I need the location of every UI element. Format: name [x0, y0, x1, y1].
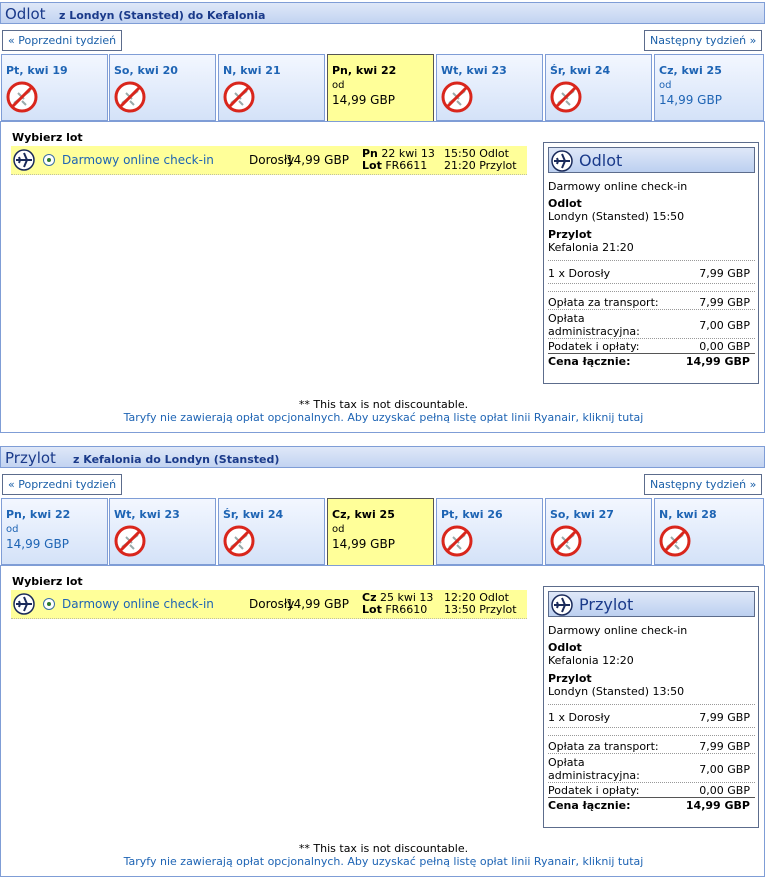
- date-tab-label: Wt, kwi 23: [441, 64, 507, 77]
- summary-departure-value: Kefalonia 12:20: [548, 654, 634, 667]
- date-tab-price: 14,99 GBP: [332, 93, 395, 107]
- date-tab[interactable]: [436, 54, 543, 121]
- date-tab-label: N, kwi 28: [659, 508, 717, 521]
- flight-number: [362, 603, 427, 616]
- flight-day: Cz: [362, 591, 377, 604]
- summary-checkin: Darmowy online check-in: [548, 180, 688, 193]
- summary-title: Przylot: [579, 595, 634, 614]
- summary-arrival-value: Kefalonia 21:20: [548, 241, 634, 254]
- flight-day: Pn: [362, 147, 378, 160]
- outbound-title: Odlot: [5, 5, 46, 23]
- date-tab-label: N, kwi 21: [223, 64, 281, 77]
- summary-checkin: Darmowy online check-in: [548, 624, 688, 637]
- flight-date-value: 25 kwi 13: [379, 591, 434, 604]
- summary-box: [543, 142, 759, 384]
- summary-admin-label-1: Opłata: [548, 756, 585, 769]
- summary-total-value: 14,99 GBP: [685, 799, 750, 812]
- no-flight-icon: [114, 525, 146, 557]
- summary-transport-label: Opłata za transport:: [548, 296, 659, 309]
- inbound-route: z Kefalonia do Londyn (Stansted): [73, 453, 280, 466]
- summary-pax-label: 1 x Dorosły: [548, 267, 611, 280]
- date-tab-label: So, kwi 27: [550, 508, 614, 521]
- no-flight-icon: [223, 81, 255, 113]
- inbound-title: Przylot: [5, 449, 56, 467]
- date-tab-selected[interactable]: [327, 498, 434, 566]
- prev-week-button[interactable]: « Poprzedni tydzień: [2, 30, 122, 51]
- date-tab[interactable]: [109, 54, 216, 121]
- date-tab-price: 14,99 GBP: [659, 93, 722, 107]
- date-tab-label: Śr, kwi 24: [223, 508, 284, 521]
- date-tab[interactable]: [218, 54, 325, 121]
- summary-tax-value: 0,00 GBP: [699, 340, 750, 353]
- price-from-label: od: [332, 80, 345, 91]
- flight-row[interactable]: [11, 146, 527, 175]
- date-tab[interactable]: [218, 498, 325, 565]
- arrival-time: 13:50 Przylot: [444, 603, 517, 616]
- summary-admin-value: 7,00 GBP: [699, 319, 750, 332]
- summary-pax-label: 1 x Dorosły: [548, 711, 611, 724]
- summary-total-divider: [548, 797, 755, 798]
- plane-icon: [551, 594, 573, 616]
- date-tab[interactable]: [545, 54, 652, 121]
- date-tab-price: 14,99 GBP: [6, 537, 69, 551]
- date-tab[interactable]: [545, 498, 652, 565]
- flight-price: 14,99 GBP: [286, 153, 349, 167]
- inbound-header: [0, 446, 765, 468]
- arrival-time: 21:20 Przylot: [444, 159, 517, 172]
- date-tab-label: Pn, kwi 22: [332, 64, 397, 77]
- no-flight-icon: [114, 81, 146, 113]
- inbound-section: [0, 446, 767, 878]
- fares-link[interactable]: Taryfy nie zawierają opłat opcjonalnych. Aby uzyskać pełną listę opłat linii Ryanair, kliknij tutaj: [123, 411, 644, 424]
- date-tab[interactable]: [1, 54, 108, 121]
- summary-departure-label: Odlot: [548, 641, 582, 654]
- summary-divider: [548, 283, 755, 284]
- fares-link[interactable]: Taryfy nie zawierają opłat opcjonalnych. Aby uzyskać pełną listę opłat linii Ryanair, kliknij tutaj: [123, 855, 644, 868]
- summary-divider: [548, 727, 755, 728]
- summary-divider: [548, 291, 755, 292]
- checkin-label: Darmowy online check-in: [62, 597, 214, 611]
- summary-divider: [548, 338, 755, 339]
- summary-total-label: Cena łącznie:: [548, 799, 631, 812]
- date-tab[interactable]: [1, 498, 108, 565]
- summary-divider: [548, 735, 755, 736]
- summary-title: Odlot: [579, 151, 623, 170]
- departure-time: 12:20 Odlot: [444, 591, 509, 604]
- flight-radio[interactable]: [43, 598, 55, 610]
- flight-radio[interactable]: [43, 154, 55, 166]
- summary-pax-value: 7,99 GBP: [699, 267, 750, 280]
- summary-tax-label: Podatek i opłaty:: [548, 784, 640, 797]
- summary-header: [548, 591, 755, 617]
- no-flight-icon: [659, 525, 691, 557]
- price-from-label: od: [332, 524, 345, 535]
- date-tab[interactable]: [654, 54, 764, 121]
- flight-panel: [0, 565, 765, 877]
- summary-divider: [548, 753, 755, 754]
- summary-transport-value: 7,99 GBP: [699, 296, 750, 309]
- no-flight-icon: [550, 81, 582, 113]
- flight-number: [362, 159, 427, 172]
- next-week-button[interactable]: Następny tydzień »: [644, 474, 762, 495]
- summary-transport-value: 7,99 GBP: [699, 740, 750, 753]
- outbound-route: z Londyn (Stansted) do Kefalonia: [59, 9, 266, 22]
- choose-flight-title: Wybierz lot: [12, 575, 83, 588]
- price-from-label: od: [659, 80, 672, 91]
- next-week-button[interactable]: Następny tydzień »: [644, 30, 762, 51]
- outbound-section: [0, 2, 767, 434]
- plane-icon: [551, 150, 573, 172]
- summary-box: [543, 586, 759, 828]
- no-flight-icon: [550, 525, 582, 557]
- summary-tax-label: Podatek i opłaty:: [548, 340, 640, 353]
- summary-divider: [548, 704, 755, 705]
- summary-total-divider: [548, 353, 755, 354]
- summary-admin-label-2: administracyjna:: [548, 325, 640, 338]
- flight-number-label: Lot: [362, 603, 382, 616]
- date-tab-label: Pt, kwi 26: [441, 508, 503, 521]
- tax-note: ** This tax is not discountable.: [298, 842, 469, 855]
- summary-header: [548, 147, 755, 173]
- summary-departure-value: Londyn (Stansted) 15:50: [548, 210, 685, 223]
- tax-note: ** This tax is not discountable.: [298, 398, 469, 411]
- passenger-type: Dorosły: [249, 153, 295, 167]
- date-tab-price: 14,99 GBP: [332, 537, 395, 551]
- summary-departure-label: Odlot: [548, 197, 582, 210]
- date-tab[interactable]: [436, 498, 543, 565]
- summary-arrival-value: Londyn (Stansted) 13:50: [548, 685, 685, 698]
- date-tab-label: Cz, kwi 25: [332, 508, 395, 521]
- date-tab-label: Pn, kwi 22: [6, 508, 71, 521]
- date-tab-label: Cz, kwi 25: [659, 64, 722, 77]
- flight-number-label: Lot: [362, 159, 382, 172]
- outbound-header: [0, 2, 765, 24]
- choose-flight-title: Wybierz lot: [12, 131, 83, 144]
- flight-number-value: FR6610: [385, 603, 428, 616]
- date-tab[interactable]: [109, 498, 216, 565]
- no-flight-icon: [441, 525, 473, 557]
- flight-price: 14,99 GBP: [286, 597, 349, 611]
- summary-total-label: Cena łącznie:: [548, 355, 631, 368]
- no-flight-icon: [441, 81, 473, 113]
- summary-admin-label-1: Opłata: [548, 312, 585, 325]
- no-flight-icon: [223, 525, 255, 557]
- date-tab[interactable]: [654, 498, 764, 565]
- departure-time: 15:50 Odlot: [444, 147, 509, 160]
- plane-icon: [13, 149, 35, 171]
- summary-admin-label-2: administracyjna:: [548, 769, 640, 782]
- checkin-label: Darmowy online check-in: [62, 153, 214, 167]
- flight-row[interactable]: [11, 590, 527, 619]
- date-tab-label: Wt, kwi 23: [114, 508, 180, 521]
- summary-arrival-label: Przylot: [548, 228, 592, 241]
- flight-date-value: 22 kwi 13: [381, 147, 435, 160]
- flight-number-value: FR6611: [385, 159, 428, 172]
- summary-arrival-label: Przylot: [548, 672, 592, 685]
- price-from-label: od: [6, 524, 19, 535]
- summary-transport-label: Opłata za transport:: [548, 740, 659, 753]
- flight-panel: [0, 121, 765, 433]
- no-flight-icon: [6, 81, 38, 113]
- summary-divider: [548, 782, 755, 783]
- date-tab-selected[interactable]: [327, 54, 434, 122]
- date-tab-label: So, kwi 20: [114, 64, 178, 77]
- plane-icon: [13, 593, 35, 615]
- passenger-type: Dorosły: [249, 597, 295, 611]
- date-tab-label: Pt, kwi 19: [6, 64, 68, 77]
- prev-week-button[interactable]: « Poprzedni tydzień: [2, 474, 122, 495]
- summary-pax-value: 7,99 GBP: [699, 711, 750, 724]
- summary-divider: [548, 260, 755, 261]
- summary-total-value: 14,99 GBP: [685, 355, 750, 368]
- date-tab-label: Śr, kwi 24: [550, 64, 611, 77]
- summary-divider: [548, 309, 755, 310]
- summary-tax-value: 0,00 GBP: [699, 784, 750, 797]
- summary-admin-value: 7,00 GBP: [699, 763, 750, 776]
